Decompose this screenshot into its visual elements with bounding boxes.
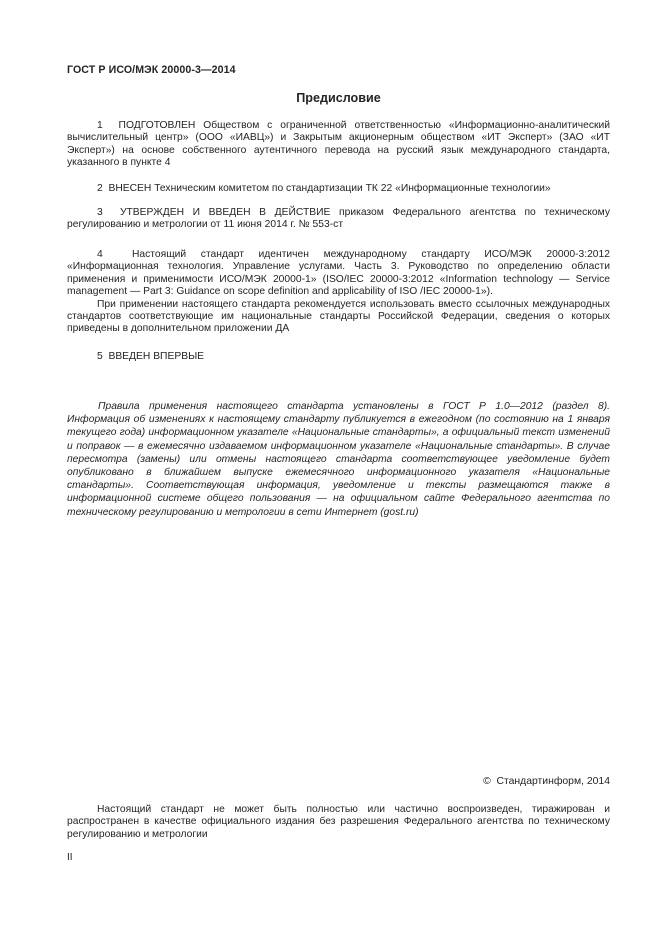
application-rules-note: Правила применения настоящего стандарта установлены в ГОСТ Р 1.0—2012 (раздел 8). Информация об изменениях к настоящему стандарту публикуется в ежегодном (по состоянию на 1 января текущего года) информационном указателе «Национальные стандарты», а официальный текст изменений и поправок — в ежемесячно издаваемом информационном указателе «Национальные стандарты». В случае пересмотра (замены) или отмены настоящего стандарта соответствующее уведомление будет опубликовано в ближайшем выпуске ежемесячного информационного указателя «Национальные стандарты». Соответствующая информация, уведомление и тексты размещаются также в информационной системе общего пользования — на официальном сайте Федерального агентства по техническому регулированию и метрологии в сети Интернет (gost.ru) bbox=[67, 401, 610, 518]
copyright-line: © Стандартинформ, 2014 bbox=[483, 776, 610, 787]
application-rules-block bbox=[67, 400, 610, 519]
foreword-section bbox=[67, 351, 610, 363]
foreword-item-3: 3 УТВЕРЖДЕН И ВВЕДЕН В ДЕЙСТВИЕ приказом Федерального агентства по техническому регулированию и метрологии от 11 июня 2014 г. № 553-ст bbox=[67, 207, 610, 231]
standard-code-header: ГОСТ Р ИСО/МЭК 20000-3—2014 bbox=[67, 64, 236, 76]
page-title: Предисловие bbox=[296, 91, 381, 105]
foreword-section bbox=[67, 183, 610, 195]
foreword-item-4-continuation: При применении настоящего стандарта рекомендуется использовать вместо ссылочных международных стандартов соответствующие им национальные стандарты Российской Федерации, сведения о которых приведены в дополнительном приложении ДА bbox=[67, 298, 610, 335]
foreword-section bbox=[67, 207, 610, 232]
foreword-section bbox=[67, 249, 610, 336]
foreword-item-1: 1 ПОДГОТОВЛЕН Обществом с ограниченной ответственностью «Информационно-аналитический вычислительный центр» (ООО «ИАВЦ») и Закрытым акционерным обществом «ИТ Эксперт» (ЗАО «ИТ Эксперт») на основе собственного аутентичного перевода на русский язык международного стандарта, указанного в пункте 4 bbox=[67, 120, 610, 169]
reproduction-notice-block bbox=[67, 804, 610, 841]
foreword-section bbox=[67, 120, 610, 170]
foreword-item-4: 4 Настоящий стандарт идентичен международному стандарту ИСО/МЭК 20000-3:2012 «Информационная технология. Управление услугами. Часть 3. Руководство по определению области применения и применимости ИСО/МЭК 20000-1» (ISO/IEC 20000-3:2012 «Information technology — Service management — Part 3: Guidance on scope definition and applicability of ISO /IEC 20000-1»). bbox=[67, 249, 610, 298]
page-number: II bbox=[67, 852, 73, 863]
foreword-item-2: 2 ВНЕСЕН Техническим комитетом по стандартизации ТК 22 «Информационные технологии» bbox=[97, 183, 551, 194]
foreword-item-5: 5 ВВЕДЕН ВПЕРВЫЕ bbox=[97, 351, 205, 362]
reproduction-notice: Настоящий стандарт не может быть полностью или частично воспроизведен, тиражирован и распространен в качестве официального издания без разрешения Федерального агентства по техническому регулированию и метрологии bbox=[67, 804, 610, 840]
